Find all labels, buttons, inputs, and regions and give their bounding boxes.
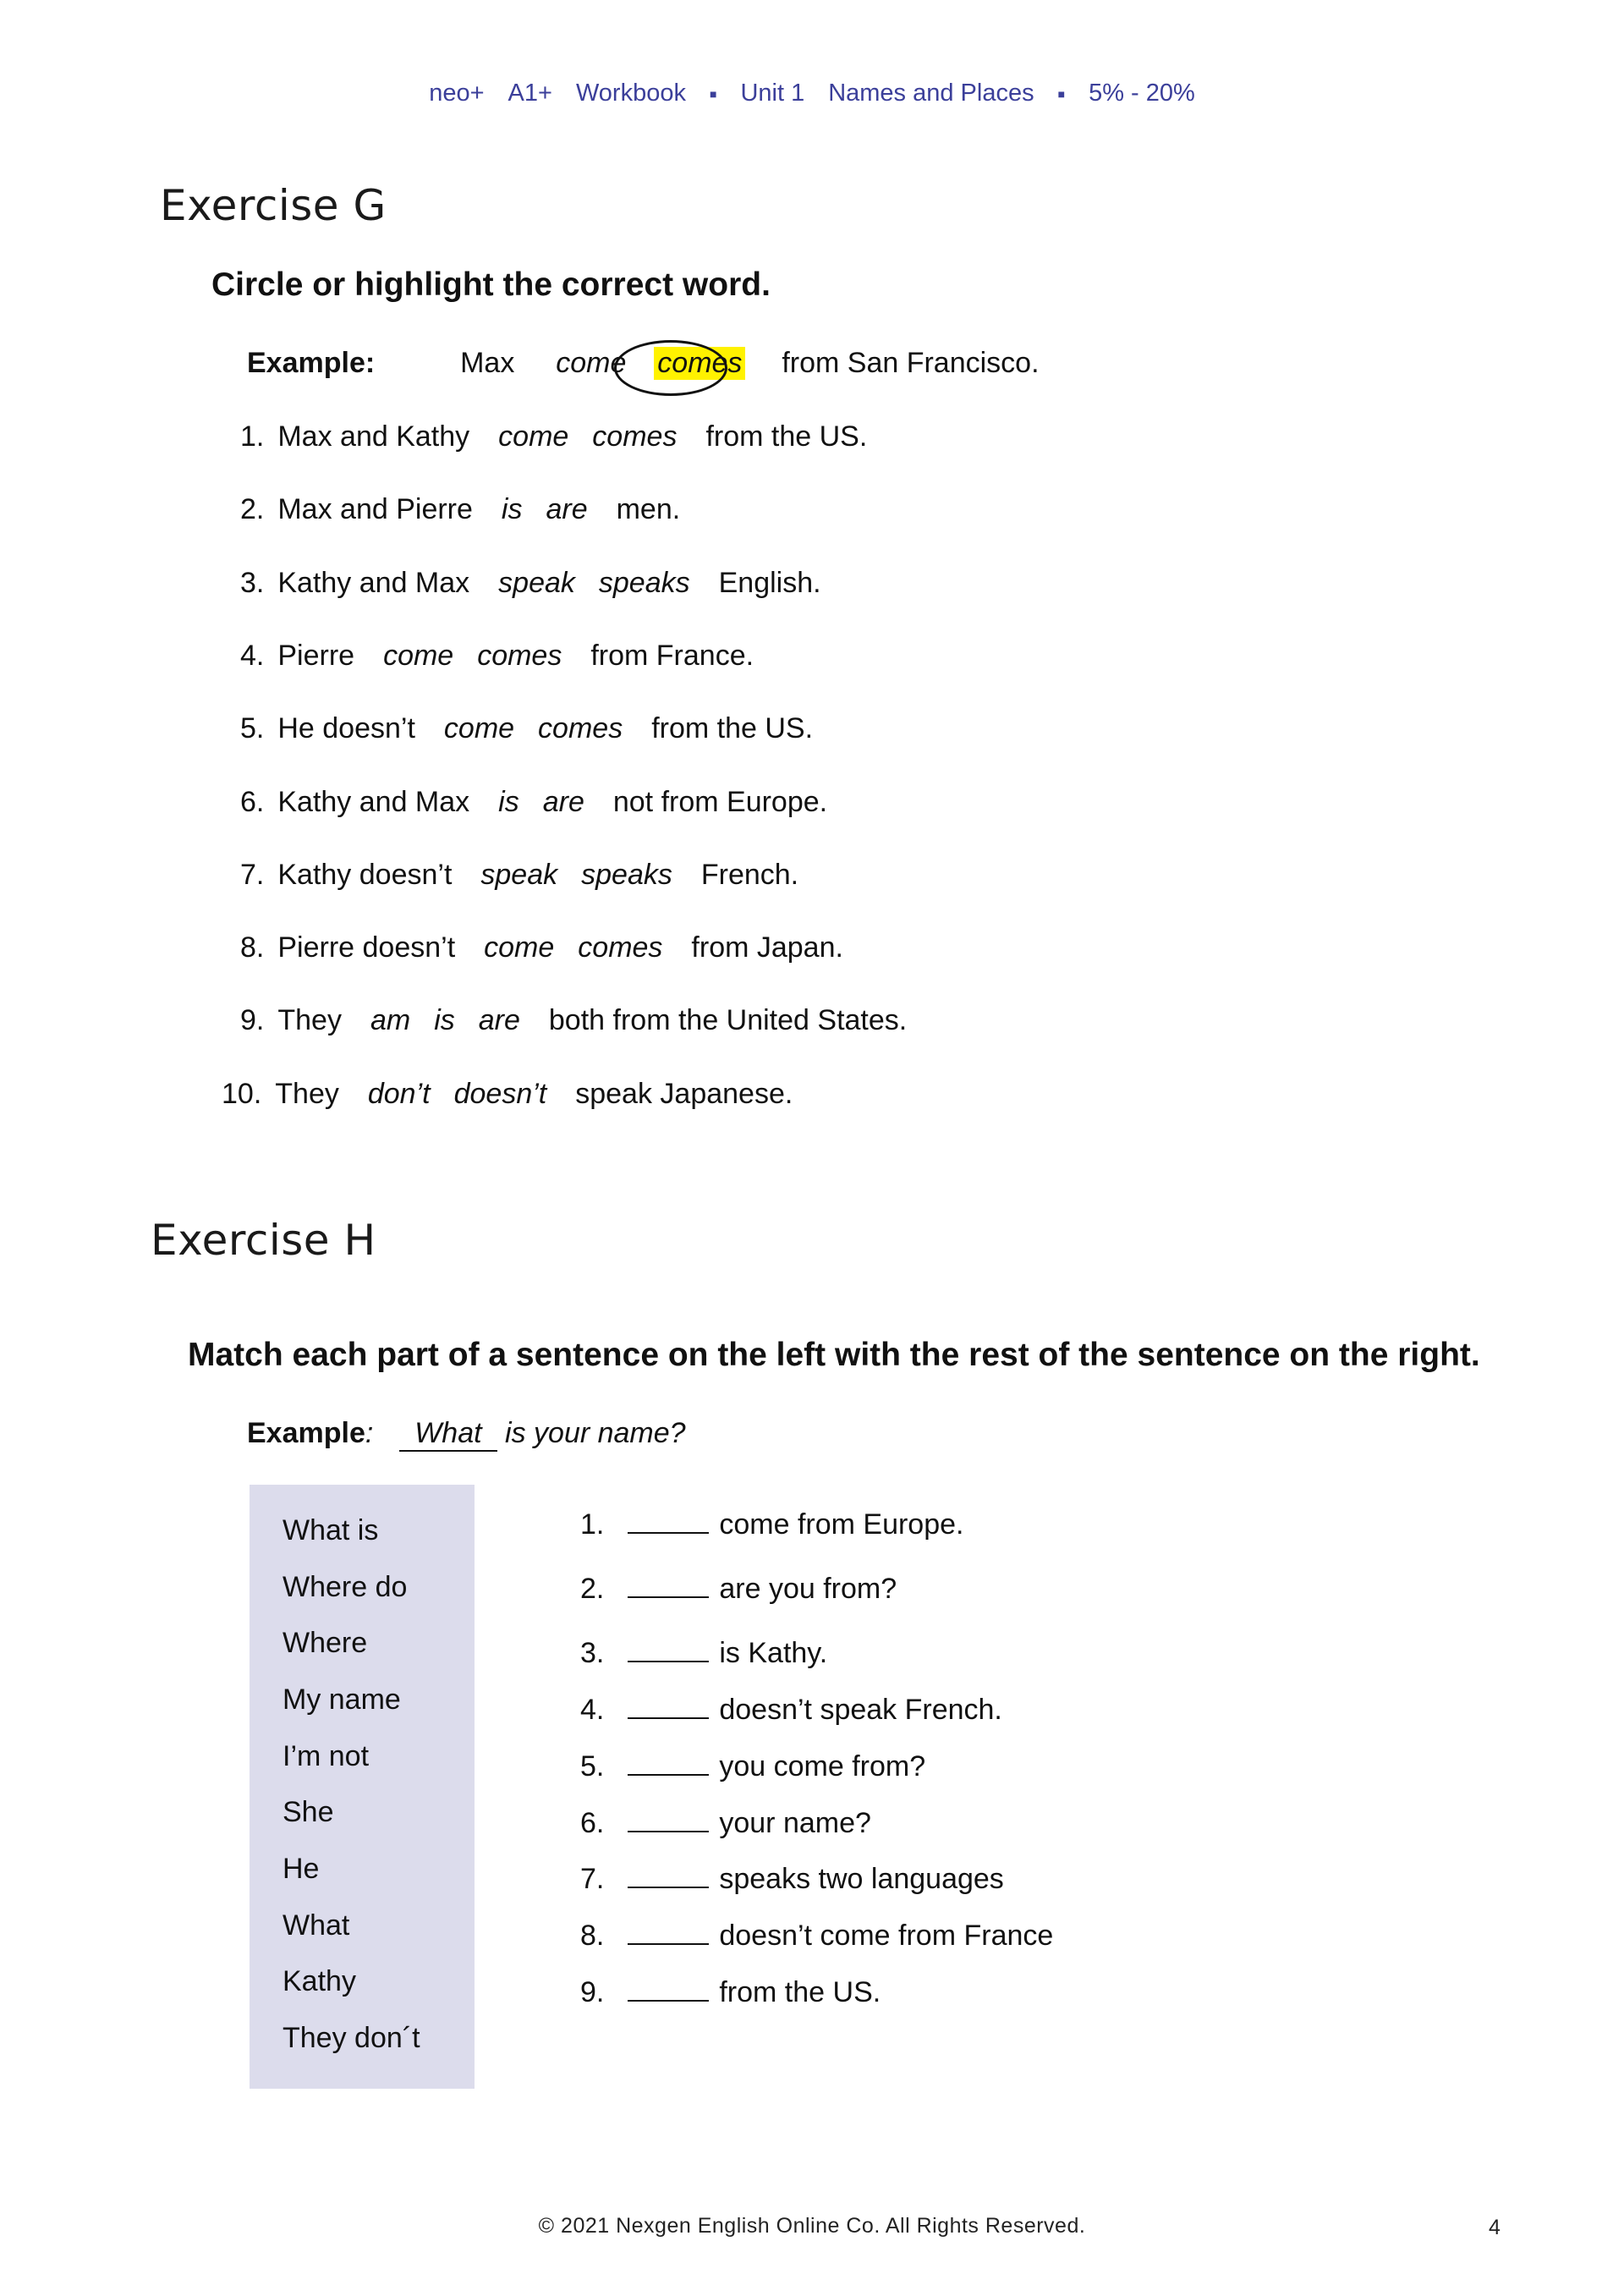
page-header: [0, 80, 1624, 107]
header-book: Workbook: [575, 80, 686, 107]
item-option: speaks: [581, 859, 672, 891]
answer-blank[interactable]: [628, 1807, 709, 1832]
exercise-g-item: [240, 567, 821, 600]
item-rest: from Japan.: [691, 931, 843, 964]
item-rest: not from Europe.: [612, 786, 828, 818]
word-bank-item: My name: [283, 1684, 401, 1716]
item-rest: speak Japanese.: [575, 1078, 793, 1110]
example-option-a: come: [556, 347, 627, 379]
exercise-h-title: Exercise H: [151, 1216, 376, 1265]
item-text: is Kathy.: [719, 1637, 828, 1669]
item-number: 5.: [580, 1750, 605, 1782]
exercise-h-item: [580, 1573, 897, 1606]
item-subject: Max and Pierre: [277, 493, 473, 525]
item-number: 5.: [240, 712, 265, 744]
item-number: 10.: [222, 1078, 262, 1110]
item-option: speak: [498, 567, 575, 599]
exercise-h-item: [580, 1807, 871, 1840]
item-option: is: [501, 493, 523, 525]
item-rest: English.: [718, 567, 821, 599]
item-text: come from Europe.: [719, 1508, 964, 1541]
item-option: am: [370, 1004, 411, 1036]
item-subject: Kathy and Max: [277, 786, 470, 818]
word-bank-item: He: [283, 1853, 320, 1885]
word-bank-item: What is: [283, 1514, 379, 1546]
item-option: come: [383, 640, 454, 672]
exercise-g-item: [240, 712, 813, 745]
item-text: your name?: [719, 1807, 871, 1839]
word-bank-item: She: [283, 1796, 334, 1828]
example-answer: What: [399, 1417, 497, 1452]
item-number: 3.: [240, 567, 265, 599]
exercise-h-item: [580, 1750, 925, 1783]
page-number: 4: [1489, 2216, 1501, 2239]
exercise-h-item: [580, 1508, 963, 1541]
answer-blank[interactable]: [628, 1573, 709, 1598]
header-brand: neo+: [429, 80, 485, 107]
item-number: 8.: [240, 931, 265, 964]
word-bank-item: What: [283, 1909, 350, 1942]
item-number: 6.: [240, 786, 265, 818]
example-rest: is your name?: [505, 1417, 686, 1449]
example-subject: Max: [460, 347, 515, 379]
exercise-h-item: [580, 1637, 827, 1670]
item-number: 9.: [240, 1004, 265, 1036]
exercise-h-item: [580, 1863, 1004, 1896]
exercise-h-item: [580, 1920, 1053, 1953]
item-number: 8.: [580, 1920, 605, 1952]
exercise-g-item: [240, 1004, 907, 1037]
item-subject: They: [277, 1004, 342, 1036]
example-rest: from San Francisco.: [782, 347, 1040, 379]
exercise-g-item: [240, 640, 754, 673]
item-subject: Kathy and Max: [277, 567, 470, 599]
example-label: Example:: [247, 347, 376, 379]
item-option: are: [478, 1004, 520, 1036]
item-rest: from France.: [590, 640, 754, 672]
item-option: don’t: [367, 1078, 431, 1110]
item-text: speaks two languages: [719, 1863, 1004, 1895]
item-option: is: [498, 786, 519, 818]
example-label: Example: [247, 1417, 365, 1449]
footer-copyright: © 2021 Nexgen English Online Co. All Rights Reserved.: [538, 2214, 1086, 2238]
item-subject: Pierre: [277, 640, 355, 672]
item-subject: He doesn’t: [277, 712, 415, 744]
item-option: are: [542, 786, 584, 818]
answer-blank[interactable]: [628, 1750, 709, 1776]
item-number: 2.: [240, 493, 265, 525]
item-number: 1.: [240, 420, 265, 453]
item-text: doesn’t come from France: [719, 1920, 1054, 1952]
separator-square-icon: ■: [1057, 87, 1066, 102]
exercise-g-item: [240, 786, 827, 819]
item-rest: from the US.: [651, 712, 814, 744]
separator-square-icon: ■: [709, 87, 717, 102]
header-progress: 5% - 20%: [1089, 80, 1195, 107]
exercise-h-item: [580, 1976, 881, 2009]
item-option: comes: [578, 931, 663, 964]
exercise-h-instruction: Match each part of a sentence on the left with the rest of the sentence on the right.: [188, 1337, 1480, 1373]
item-number: 3.: [580, 1637, 605, 1669]
item-rest: both from the United States.: [548, 1004, 908, 1036]
item-text: are you from?: [719, 1573, 897, 1605]
answer-blank[interactable]: [628, 1694, 709, 1719]
exercise-g-title: Exercise G: [160, 181, 387, 230]
exercise-g-item: [240, 931, 843, 964]
item-number: 4.: [580, 1694, 605, 1726]
exercise-g-instruction: Circle or highlight the correct word.: [211, 266, 771, 303]
item-number: 4.: [240, 640, 265, 672]
item-number: 6.: [580, 1807, 605, 1839]
word-bank: [250, 1485, 475, 2089]
word-bank-item: Where do: [283, 1571, 408, 1603]
item-option: come: [484, 931, 555, 964]
item-number: 7.: [240, 859, 265, 891]
exercise-g-item: [240, 859, 798, 892]
item-number: 2.: [580, 1573, 605, 1605]
exercise-g-item: [240, 493, 680, 526]
answer-blank[interactable]: [628, 1920, 709, 1945]
exercise-h-example: [247, 1417, 686, 1452]
item-option: speaks: [598, 567, 690, 599]
item-rest: French.: [700, 859, 799, 891]
word-bank-item: I’m not: [283, 1740, 370, 1772]
answer-blank[interactable]: [628, 1863, 709, 1888]
item-option: comes: [538, 712, 623, 744]
exercise-h-item: [580, 1694, 1002, 1727]
answer-blank[interactable]: [628, 1976, 709, 2002]
item-text: doesn’t speak French.: [719, 1694, 1002, 1726]
item-text: you come from?: [719, 1750, 926, 1782]
item-text: from the US.: [719, 1976, 881, 2008]
item-option: come: [498, 420, 569, 453]
item-option: are: [546, 493, 588, 525]
answer-blank[interactable]: [628, 1637, 709, 1662]
example-option-b-highlighted: comes: [654, 347, 745, 380]
item-option: speak: [480, 859, 558, 891]
header-unit-title: Names and Places: [828, 80, 1034, 107]
item-number: 1.: [580, 1508, 605, 1541]
example-circle-mark: [614, 340, 727, 396]
item-subject: They: [275, 1078, 339, 1110]
item-option: is: [434, 1004, 455, 1036]
item-option: comes: [592, 420, 678, 453]
item-subject: Pierre doesn’t: [277, 931, 456, 964]
example-colon: :: [365, 1417, 374, 1449]
header-unit: Unit 1: [740, 80, 805, 107]
item-number: 9.: [580, 1976, 605, 2008]
word-bank-item: Where: [283, 1627, 368, 1659]
exercise-g-item: [222, 1078, 793, 1111]
item-option: come: [443, 712, 515, 744]
word-bank-item: They don´t: [283, 2022, 420, 2054]
item-option: doesn’t: [453, 1078, 547, 1110]
exercise-g-item: [240, 420, 867, 453]
item-number: 7.: [580, 1863, 605, 1895]
item-rest: men.: [616, 493, 681, 525]
item-rest: from the US.: [705, 420, 868, 453]
word-bank-item: Kathy: [283, 1965, 356, 1997]
item-option: comes: [477, 640, 562, 672]
answer-blank[interactable]: [628, 1508, 709, 1534]
item-subject: Max and Kathy: [277, 420, 470, 453]
item-subject: Kathy doesn’t: [277, 859, 453, 891]
header-level: A1+: [508, 80, 552, 107]
